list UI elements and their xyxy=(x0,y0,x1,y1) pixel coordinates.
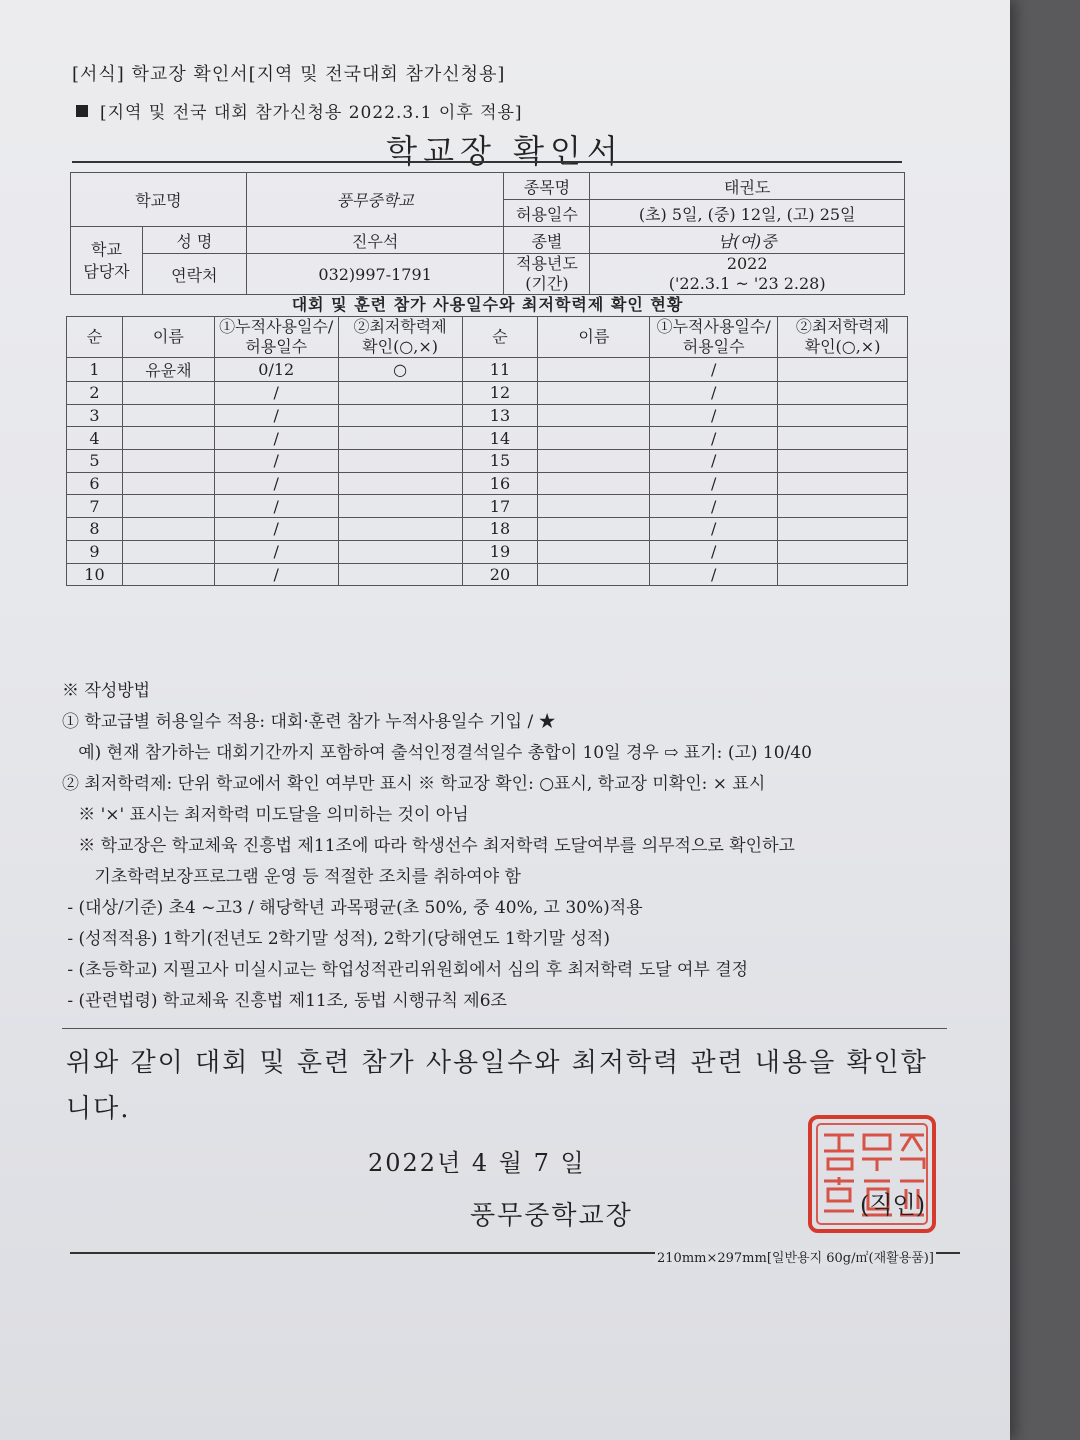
col-check-right: ②최저학력제 확인(○,×) xyxy=(778,317,908,358)
cell-chk-left xyxy=(338,472,462,495)
cell-name-right xyxy=(538,450,650,473)
col-no-right: 순 xyxy=(462,317,538,358)
instruction-line: ※ '×' 표시는 최저학력 미도달을 의미하는 것이 아님 xyxy=(62,805,469,825)
cell-chk-left xyxy=(338,540,462,563)
cell-n-left: 2 xyxy=(67,382,123,405)
col-days-left: ①누적사용일수/ 허용일수 xyxy=(214,317,338,358)
cell-name-right xyxy=(538,358,650,382)
cell-days-left: / xyxy=(214,472,338,495)
cell-chk-right xyxy=(778,427,908,450)
cell-name-right xyxy=(538,495,650,518)
table-row xyxy=(67,518,908,541)
cell-days-right: / xyxy=(650,563,778,586)
cell-days-left: / xyxy=(214,540,338,563)
col-name-left: 이름 xyxy=(122,317,214,358)
cell-chk-right xyxy=(778,358,908,382)
cell-chk-right xyxy=(778,495,908,518)
cell-days-right: / xyxy=(650,358,778,382)
cell-chk-right xyxy=(778,382,908,405)
col-name-right: 이름 xyxy=(538,317,650,358)
cell-n-left: 5 xyxy=(67,450,123,473)
cell-name-right xyxy=(538,472,650,495)
paper-spec: 210mm×297mm[일반용지 60g/㎡(재활용품)] xyxy=(655,1247,936,1266)
usage-table xyxy=(66,316,908,586)
cell-days-right: / xyxy=(650,404,778,427)
cell-chk-right xyxy=(778,404,908,427)
sub-label-text: [지역 및 전국 대회 참가신청용 2022.3.1 이후 적용] xyxy=(100,103,523,123)
signer-name: 풍무중학교장 xyxy=(470,1201,633,1231)
cell-days-left: / xyxy=(214,495,338,518)
instruction-line: - (관련법령) 학교체육 진흥법 제11조, 동법 시행규칙 제6조 xyxy=(62,991,507,1011)
info-table xyxy=(70,172,905,295)
cell-days-left: / xyxy=(214,450,338,473)
contact-value: 032)997-1791 xyxy=(246,254,504,295)
cell-days-left: / xyxy=(214,382,338,405)
cell-chk-left xyxy=(338,427,462,450)
table-row xyxy=(67,404,908,427)
cell-chk-left xyxy=(338,495,462,518)
form-label: [서식] 학교장 확인서[지역 및 전국대회 참가신청용] xyxy=(72,64,506,85)
table-row xyxy=(67,382,908,405)
cell-chk-right xyxy=(778,450,908,473)
cell-chk-left: ○ xyxy=(338,358,462,382)
cell-n-right: 17 xyxy=(462,495,538,518)
cell-name-left xyxy=(122,563,214,586)
cell-chk-left xyxy=(338,450,462,473)
cell-days-right: / xyxy=(650,382,778,405)
cell-name-right xyxy=(538,427,650,450)
col-check-left: ②최저학력제 확인(○,×) xyxy=(338,317,462,358)
cell-n-right: 12 xyxy=(462,382,538,405)
cell-days-left: / xyxy=(214,518,338,541)
cell-name-left xyxy=(122,472,214,495)
cell-name-left xyxy=(122,382,214,405)
cell-chk-left xyxy=(338,563,462,586)
cell-days-left: / xyxy=(214,427,338,450)
cell-name-right xyxy=(538,540,650,563)
seal-label: (직인) xyxy=(860,1191,926,1219)
cell-days-right: / xyxy=(650,450,778,473)
allowed-label: 허용일수 xyxy=(504,200,590,227)
cell-name-left xyxy=(122,427,214,450)
cell-n-right: 14 xyxy=(462,427,538,450)
confirmation-statement: 위와 같이 대회 및 훈련 참가 사용일수와 최저학력 관련 내용을 확인합니다. xyxy=(66,1048,928,1124)
square-bullet-icon xyxy=(76,105,88,117)
cell-n-right: 16 xyxy=(462,472,538,495)
cell-chk-left xyxy=(338,518,462,541)
cell-name-right xyxy=(538,404,650,427)
cell-chk-right xyxy=(778,563,908,586)
year-label: 적용년도 (기간) xyxy=(504,254,590,295)
grid-caption: 대회 및 훈련 참가 사용일수와 최저학력제 확인 현황 xyxy=(291,295,684,314)
cell-name-left xyxy=(122,450,214,473)
cell-n-left: 4 xyxy=(67,427,123,450)
instruction-line: ② 최저학력제: 단위 학교에서 확인 여부만 표시 ※ 학교장 확인: ○표시, 학교장 미확인: × 표시 xyxy=(62,774,766,794)
gender-label: 종별 xyxy=(504,227,590,254)
cell-n-left: 9 xyxy=(67,540,123,563)
cell-name-left: 유윤채 xyxy=(122,358,214,382)
cell-n-right: 18 xyxy=(462,518,538,541)
cell-name-left xyxy=(122,518,214,541)
cell-n-right: 11 xyxy=(462,358,538,382)
instruction-line: 예) 현재 참가하는 대회기간까지 포함하여 출석인정결석일수 총합이 10일 경우 ⇨ 표기: (고) 10/40 xyxy=(62,743,812,763)
gender-value: 남(여)중 xyxy=(590,227,905,254)
school-value: 풍무중학교 xyxy=(246,173,504,227)
sub-label xyxy=(76,98,523,123)
cell-n-right: 20 xyxy=(462,563,538,586)
table-row xyxy=(67,495,908,518)
table-row xyxy=(67,450,908,473)
table-row xyxy=(67,540,908,563)
cell-name-right xyxy=(538,563,650,586)
confirmation-date: 2022년 4 월 7 일 xyxy=(368,1149,586,1177)
table-row xyxy=(67,358,908,382)
school-label: 학교명 xyxy=(71,173,247,227)
cell-name-right xyxy=(538,518,650,541)
allowed-value: (초) 5일, (중) 12일, (고) 25일 xyxy=(590,200,905,227)
cell-days-right: / xyxy=(650,427,778,450)
cell-n-left: 7 xyxy=(67,495,123,518)
instruction-line: - (초등학교) 지필고사 미실시교는 학업성적관리위원회에서 심의 후 최저학력 도달 여부 결정 xyxy=(62,960,749,980)
table-row xyxy=(67,427,908,450)
cell-days-left: / xyxy=(214,404,338,427)
name-value: 진우석 xyxy=(246,227,504,254)
cell-name-left xyxy=(122,540,214,563)
section-divider xyxy=(62,1028,947,1029)
contact-label: 연락처 xyxy=(142,254,246,295)
cell-chk-right xyxy=(778,472,908,495)
usage-table-body xyxy=(67,358,908,586)
sport-value: 태권도 xyxy=(590,173,905,200)
cell-n-left: 1 xyxy=(67,358,123,382)
cell-n-right: 13 xyxy=(462,404,538,427)
col-no-left: 순 xyxy=(67,317,123,358)
cell-chk-left xyxy=(338,382,462,405)
cell-days-right: / xyxy=(650,495,778,518)
table-row xyxy=(67,563,908,586)
title-divider xyxy=(72,161,902,163)
year-value: 2022 ('22.3.1 ~ '23 2.28) xyxy=(590,254,905,295)
cell-days-right: / xyxy=(650,518,778,541)
cell-name-left xyxy=(122,495,214,518)
page-title: 학교장 확인서 xyxy=(386,132,624,170)
instruction-line: 기초학력보장프로그램 운영 등 적절한 조치를 취하여야 함 xyxy=(62,867,521,887)
cell-days-left: / xyxy=(214,563,338,586)
manager-label: 학교 담당자 xyxy=(71,227,143,295)
cell-n-left: 6 xyxy=(67,472,123,495)
instruction-line: - (대상/기준) 초4 ~고3 / 해당학년 과목평균(초 50%, 중 40%, 고 30%)적용 xyxy=(62,898,643,918)
sport-label: 종목명 xyxy=(504,173,590,200)
table-row xyxy=(67,472,908,495)
instruction-line: - (성적적용) 1학기(전년도 2학기말 성적), 2학기(당해연도 1학기말 성적) xyxy=(62,929,610,949)
instruction-line: ※ 작성방법 xyxy=(62,681,151,701)
instructions xyxy=(62,676,962,1017)
cell-name-left xyxy=(122,404,214,427)
name-label: 성 명 xyxy=(142,227,246,254)
cell-n-left: 3 xyxy=(67,404,123,427)
cell-chk-left xyxy=(338,404,462,427)
cell-n-left: 10 xyxy=(67,563,123,586)
cell-name-right xyxy=(538,382,650,405)
cell-n-right: 19 xyxy=(462,540,538,563)
cell-chk-right xyxy=(778,540,908,563)
cell-days-right: / xyxy=(650,540,778,563)
col-days-right: ①누적사용일수/ 허용일수 xyxy=(650,317,778,358)
cell-n-left: 8 xyxy=(67,518,123,541)
cell-n-right: 15 xyxy=(462,450,538,473)
cell-chk-right xyxy=(778,518,908,541)
cell-days-right: / xyxy=(650,472,778,495)
cell-days-left: 0/12 xyxy=(214,358,338,382)
instruction-line: ① 학교급별 허용일수 적용: 대회·훈련 참가 누적사용일수 기입 / ★ xyxy=(62,712,556,732)
instruction-line: ※ 학교장은 학교체육 진흥법 제11조에 따라 학생선수 최저학력 도달여부를 의무적으로 확인하고 xyxy=(62,836,795,856)
